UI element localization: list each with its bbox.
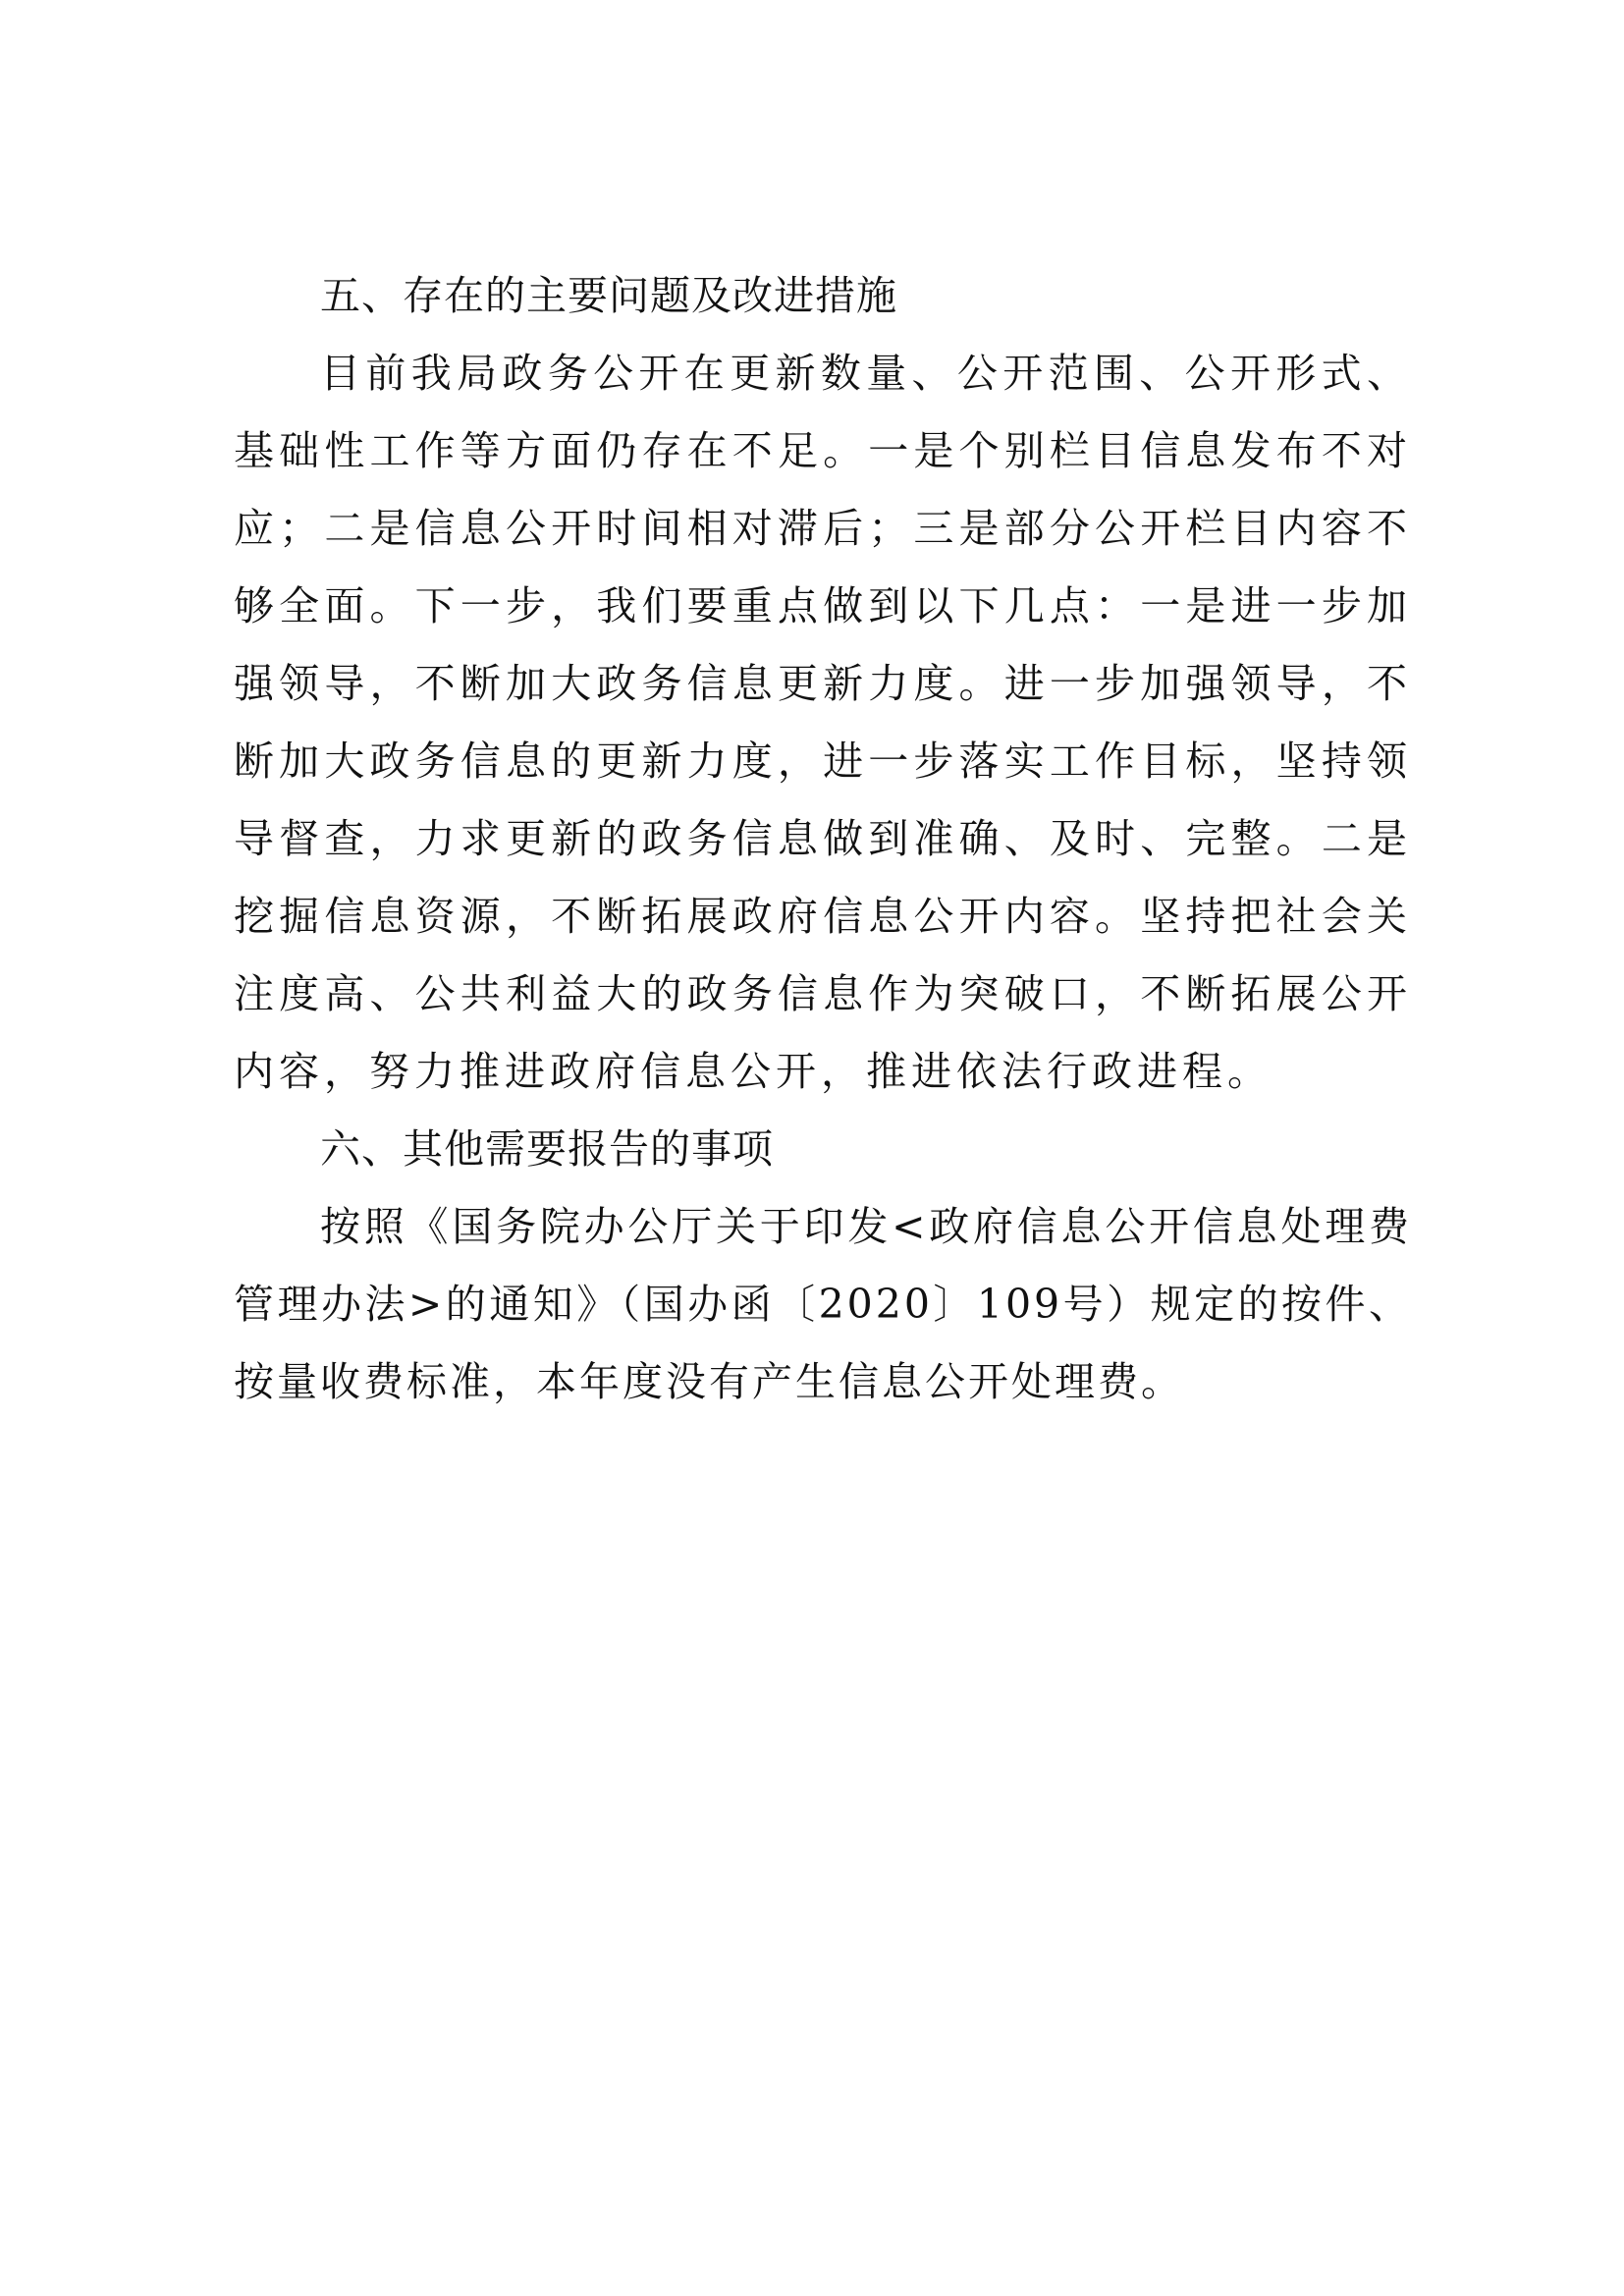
section-6-heading: 六、其他需要报告的事项: [320, 1125, 774, 1173]
document-body: [234, 257, 1412, 1421]
section-5-heading: 五、存在的主要问题及改进措施: [320, 272, 897, 319]
section-6-paragraph: 按照《国务院办公厅关于印发<政府信息公开信息处理费管理办法>的通知》（国办函〔2020〕109号）规定的按件、按量收费标准，本年度没有产生信息公开处理费。: [234, 1203, 1412, 1405]
section-5-paragraph: 目前我局政务公开在更新数量、公开范围、公开形式、基础性工作等方面仍存在不足。一是个别栏目信息发布不对应；二是信息公开时间相对滞后；三是部分公开栏目内容不够全面。下一步，我们要重点做到以下几点：一是进一步加强领导，不断加大政务信息更新力度。进一步加强领导，不断加大政务信息的更新力度，进一步落实工作目标，坚持领导督查，力求更新的政务信息做到准确、及时、完整。二是挖掘信息资源，不断拓展政府信息公开内容。坚持把社会关注度高、公共利益大的政务信息作为突破口，不断拓展公开内容，努力推进政府信息公开，推进依法行政进程。: [234, 350, 1412, 1095]
